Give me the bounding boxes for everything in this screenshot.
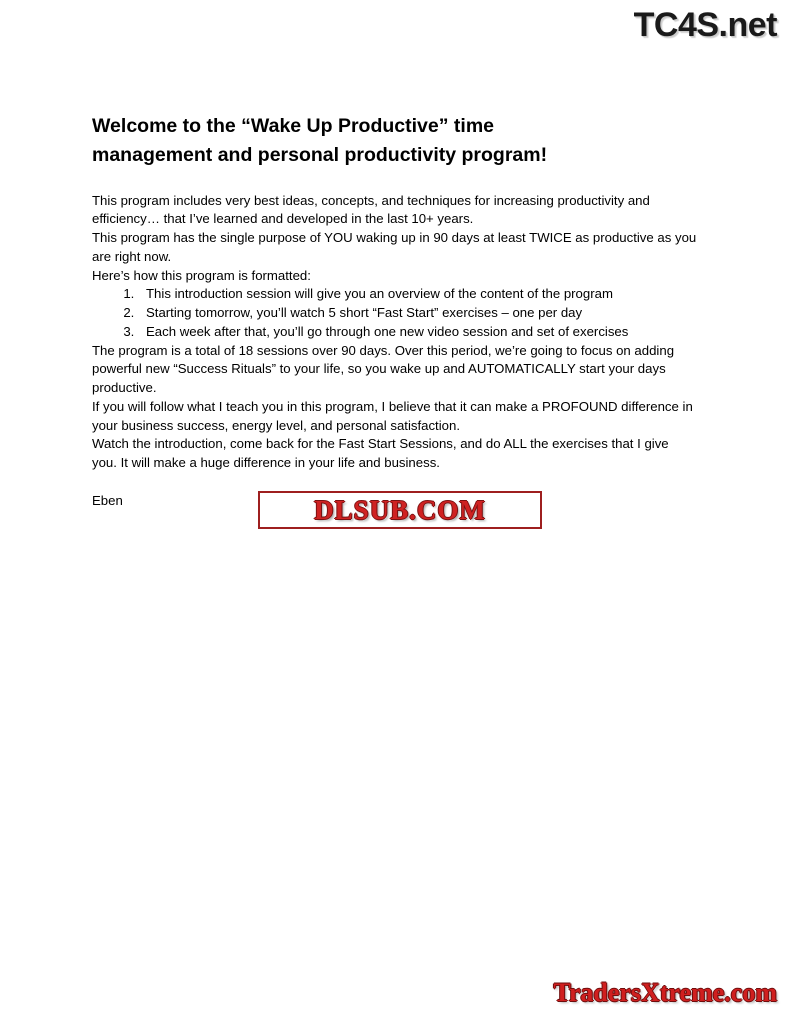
dlsub-logo [258,491,542,529]
list-item: 2. Starting tomorrow, you’ll watch 5 short “Fast Start” exercises – one per day [138,304,697,323]
dlsub-logo-text: DLSUB.COM [314,494,486,525]
body-paragraph-4: The program is a total of 18 sessions over 90 days. Over this period, we’re going to focus on adding powerful new “Success Rituals” to your life, so you wake up and AUTOMATICALLY start your days productive. [92,342,675,396]
intro-paragraph-1: This program includes very best ideas, concepts, and techniques for increasing productivity and efficiency… that I’ve learned and developed in the last 10+ years. [92,192,650,227]
tc4s-watermark: TC4S.net [633,6,777,44]
body-paragraph-6: Watch the introduction, come back for the Fast Start Sessions, and do ALL the exercises that I give you. It will make a huge difference in your life and business. [92,436,669,470]
body-paragraph-5: If you will follow what I teach you in this program, I believe that it can make a PROFOUND difference in your business success, energy level, and personal satisfaction. [92,398,693,433]
intro-paragraph-3: Here’s how this program is formatted: [92,267,311,283]
list-item: 1. This introduction session will give you an overview of the content of the program [138,285,697,304]
intro-paragraph-2: This program has the single purpose of YOU waking up in 90 days at least TWICE as productive as you are right now. [92,230,697,264]
document-content [92,112,697,508]
page-title: Welcome to the “Wake Up Productive” time management and personal productivity program! [92,115,548,166]
list-item: 3. Each week after that, you’ll go through one new video session and set of exercises [138,323,697,342]
program-format-list [92,285,697,341]
signature: Eben [92,492,123,508]
tradersxtreme-watermark: TradersXtreme.com [553,978,777,1007]
